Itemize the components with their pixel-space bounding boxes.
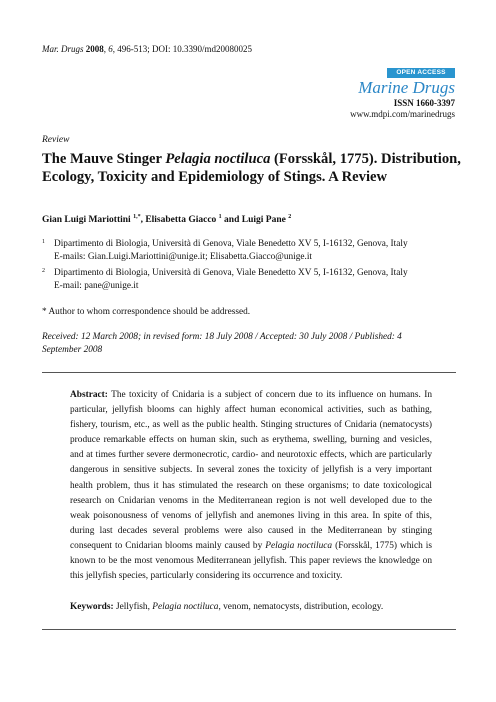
issn: ISSN 1660-3397 — [393, 98, 455, 108]
author-affil-mark: 2 — [288, 214, 292, 220]
title-species: Pelagia noctiluca — [165, 151, 271, 167]
keywords-species: Pelagia noctiluca — [152, 602, 219, 612]
bottom-divider — [42, 629, 456, 630]
title-part2: (Forsskål, 1775). Distribution, Ecology, Toxicity and Epidemiology of Stings. A Review — [42, 151, 461, 185]
affiliation-email[interactable]: E-mail: pane@unige.it — [54, 281, 139, 291]
author-separator: , — [140, 215, 146, 226]
abstract — [70, 388, 432, 584]
citation-journal: Mar. Drugs — [42, 44, 84, 54]
author-name: Gian Luigi Mariottini — [42, 215, 131, 226]
keywords-label: Keywords: — [70, 602, 114, 612]
open-access-badge: OPEN ACCESS — [387, 68, 455, 78]
abstract-text-2: (Forsskål, 1775) which is known to be the most venomous Mediterranean jellyfish. This paper reviews the knowledge on this jellyfish species, particularly considering its occurrence and toxicity. — [70, 540, 433, 582]
author-separator: and — [221, 215, 242, 226]
journal-url[interactable]: www.mdpi.com/marinedrugs — [350, 109, 455, 119]
abstract-text-1: The toxicity of Cnidaria is a subject of concern due to its influence on humans. In particular, jellyfish blooms can highly affect human economical activities, such as bathing, fishery, tourism, etc., as well as the public health. Stinging structures of Cnidaria (nematocysts) produce remarkable effects on human skin, such as erythema, swelling, burning and vesicles, and at times further severe dermonecrotic, cardio- and neurotoxic effects, which are particularly dangerous in sensitive subjects. In several zones the toxicity of jellyfish is a very important health problem, thus it has stimulated the research on these organisms; to date toxicological research on Cnidarian venoms in the Mediterranean region is not well developed due to the weak poisonousness of venoms of jellyfish and anemones living in this area. In spite of this, during last decades several problems were also caused in the Mediterranean by stinging consequent to Cnidarian blooms mainly caused by — [70, 390, 432, 551]
top-divider — [42, 372, 456, 373]
correspondence-note: * Author to whom correspondence should be addressed. — [42, 307, 251, 317]
keywords-text-2: , venom, nematocysts, distribution, ecology. — [218, 602, 384, 612]
abstract-species: Pelagia noctiluca — [265, 540, 333, 551]
citation-volume: 6 — [108, 44, 113, 54]
author-list — [42, 214, 291, 225]
affiliation-email[interactable]: E-mails: Gian.Luigi.Mariottini@unige.it; Elisabetta.Giacco@unige.it — [54, 252, 313, 262]
author-name: Elisabetta Giacco — [145, 215, 217, 226]
author-name: Luigi Pane — [241, 215, 286, 226]
affiliation-address: Dipartimento di Biologia, Università di Genova, Viale Benedetto XV 5, I-16132, Genova, Italy — [54, 268, 408, 278]
citation-year: 2008 — [85, 44, 104, 54]
keywords — [70, 602, 440, 612]
keywords-text-1: Jellyfish, — [113, 602, 153, 612]
abstract-label: Abstract: — [70, 390, 108, 400]
article-title — [42, 150, 462, 186]
publication-dates: Received: 12 March 2008; in revised form: 18 July 2008 / Accepted: 30 July 2008 / Published: 4 September 2008 — [42, 332, 402, 355]
author-affil-mark: 1,* — [133, 214, 141, 220]
affiliation-address: Dipartimento di Biologia, Università di Genova, Viale Benedetto XV 5, I-16132, Genova, Italy — [54, 239, 408, 249]
journal-name: Marine Drugs — [358, 78, 455, 97]
article-type: Review — [42, 135, 70, 145]
citation-line: Mar. Drugs 2008, 6, 496-513; DOI: 10.3390/md20080025 — [42, 44, 253, 54]
title-part1: The Mauve Stinger — [42, 151, 166, 167]
citation-rest: , 496-513; DOI: 10.3390/md20080025 — [112, 44, 253, 54]
author-affil-mark: 1 — [218, 214, 222, 220]
affiliation-number: 2 — [42, 268, 45, 274]
affiliation-number: 1 — [42, 239, 45, 245]
